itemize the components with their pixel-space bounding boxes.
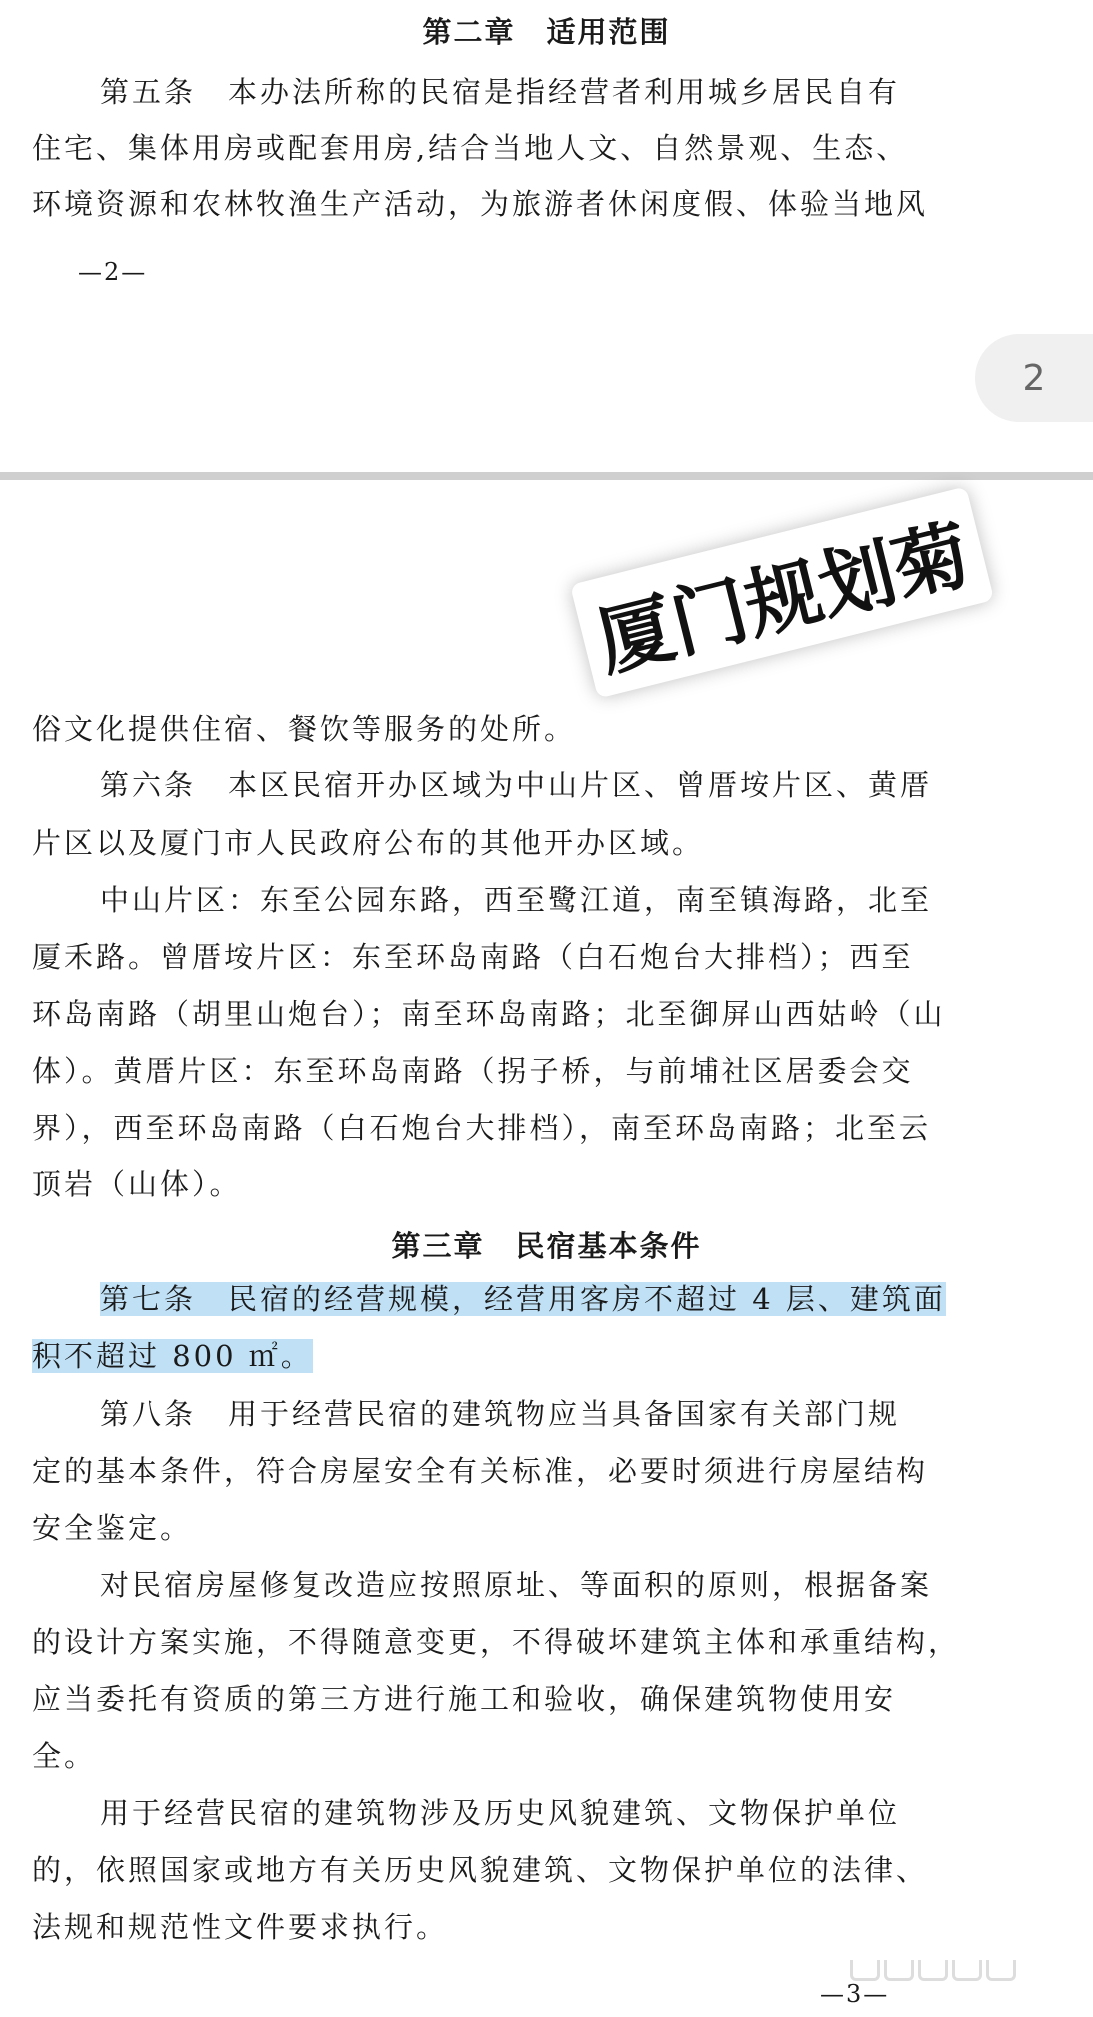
page-separator	[0, 472, 1093, 480]
text-highlight: 积不超过 800 ㎡。	[32, 1339, 313, 1373]
chapter-heading: 第二章 适用范围	[422, 15, 671, 49]
paragraph-line: 定的基本条件，符合房屋安全有关标准，必要时须进行房屋结构	[32, 1454, 929, 1488]
paragraph-line: 界），西至环岛南路（白石炮台大排档），南至环岛南路；北至云	[32, 1111, 932, 1145]
chapter-heading: 第三章 民宿基本条件	[391, 1229, 702, 1263]
paragraph-line: 环境资源和农林牧渔生产活动，为旅游者休闲度假、体验当地风	[32, 187, 929, 221]
page-number: —3—	[820, 1980, 890, 2008]
paragraph-line: 片区以及厦门市人民政府公布的其他开办区域。	[32, 826, 705, 860]
document-page-3	[0, 480, 1093, 2017]
page-number: —2—	[78, 258, 148, 286]
paragraph-line: 环岛南路（胡里山炮台）；南至环岛南路；北至御屏山西姑岭（山	[32, 997, 946, 1031]
paragraph-line: 体）。黄厝片区：东至环岛南路（拐子桥，与前埔社区居委会交	[32, 1054, 914, 1088]
paragraph-line: 俗文化提供住宿、餐饮等服务的处所。	[32, 712, 577, 746]
paragraph-line: 安全鉴定。	[32, 1511, 193, 1545]
faint-stamp-mark	[850, 1960, 1070, 1980]
paragraph-line: 中山片区：东至公园东路，西至鹭江道，南至镇海路，北至	[100, 883, 933, 917]
paragraph-line: 第八条 用于经营民宿的建筑物应当具备国家有关部门规	[100, 1397, 901, 1431]
paragraph-line: 第六条 本区民宿开办区域为中山片区、曾厝垵片区、黄厝	[100, 768, 933, 802]
paragraph-line: 第五条 本办法所称的民宿是指经营者利用城乡居民自有	[100, 75, 901, 109]
paragraph-line: 对民宿房屋修复改造应按照原址、等面积的原则，根据备案	[100, 1568, 933, 1602]
paragraph-line: 厦禾路。曾厝垵片区：东至环岛南路（白石炮台大排档）；西至	[32, 940, 914, 974]
highlighted-line	[100, 1279, 946, 1319]
paragraph-line: 全。	[32, 1739, 97, 1773]
paragraph-line: 顶岩（山体）。	[32, 1167, 242, 1201]
paragraph-line: 住宅、集体用房或配套用房,结合当地人文、自然景观、生态、	[32, 131, 909, 165]
paragraph-line: 的设计方案实施，不得随意变更，不得破坏建筑主体和承重结构，	[32, 1625, 961, 1659]
page-indicator-button[interactable]: 2	[975, 334, 1093, 422]
paragraph-line: 用于经营民宿的建筑物涉及历史风貌建筑、文物保护单位	[100, 1796, 901, 1830]
paragraph-line: 法规和规范性文件要求执行。	[32, 1910, 449, 1944]
highlighted-line	[32, 1336, 937, 1376]
text-highlight: 第七条 民宿的经营规模，经营用客房不超过 4 层、建筑面	[100, 1282, 946, 1316]
watermark-text: 厦门规划菊	[570, 486, 994, 698]
paragraph-line: 的，依照国家或地方有关历史风貌建筑、文物保护单位的法律、	[32, 1853, 929, 1887]
document-page-2	[0, 0, 1093, 472]
paragraph-line: 应当委托有资质的第三方进行施工和验收，确保建筑物使用安	[32, 1682, 897, 1716]
